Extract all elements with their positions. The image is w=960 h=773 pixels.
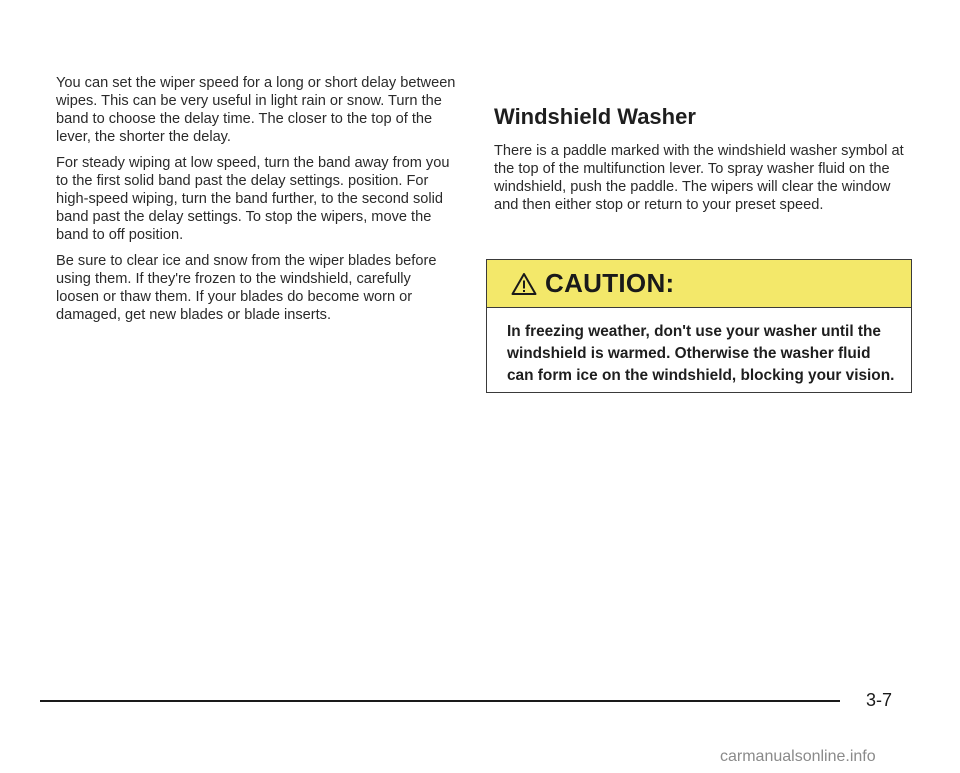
right-column — [494, 104, 910, 222]
caution-box — [486, 259, 912, 393]
caution-text: In freezing weather, don't use your washer until the windshield is warmed. Otherwise the washer fluid can form ice on the windshield, blocking your vision. — [507, 323, 895, 384]
washer-paragraph: There is a paddle marked with the windshield washer symbol at the top of the multifunction lever. To spray washer fluid on the windshield, push the paddle. The wipers will clear the window and then either stop or return to your preset speed. — [494, 143, 904, 213]
page-number: 3-7 — [866, 690, 893, 710]
footer-rule — [40, 700, 840, 702]
wiper-delay-paragraph: You can set the wiper speed for a long or short delay between wipes. This can be very useful in light rain or snow. Turn the band to choose the delay time. The closer to the top of the lever, the shorter the delay. — [56, 75, 456, 145]
wiper-speed-paragraph: For steady wiping at low speed, turn the band away from you to the first solid band past the delay settings. position. For high-speed wiping, turn the band further, to the second solid band past the delay settings. To stop the wipers, move the band to off position. — [56, 155, 450, 243]
caution-header — [487, 260, 911, 308]
warning-triangle-icon — [511, 272, 537, 296]
caution-title: CAUTION: — [545, 268, 675, 298]
wiper-blades-paragraph: Be sure to clear ice and snow from the wiper blades before using them. If they're frozen to the windshield, carefully loosen or thaw them. If your blades do become worn or damaged, get new blades or blade inserts. — [56, 253, 437, 323]
left-column — [56, 74, 456, 332]
watermark: carmanualsonline.info — [720, 748, 876, 765]
section-heading: Windshield Washer — [494, 104, 696, 129]
